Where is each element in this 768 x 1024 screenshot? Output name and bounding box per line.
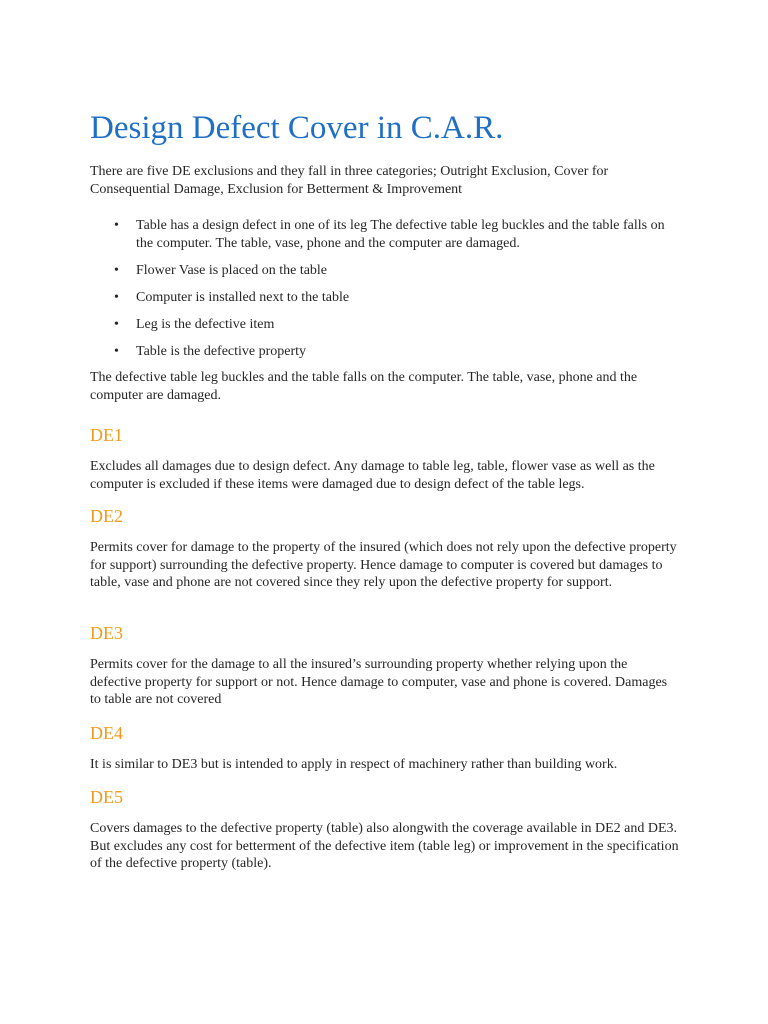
list-item — [90, 262, 680, 280]
section-de2 — [90, 505, 680, 592]
bullet-icon: • — [114, 343, 119, 359]
list-item-text: Table has a design defect in one of its leg The defective table leg buckles and the table falls on the computer. The table, vase, phone and the computer are damaged. — [136, 218, 665, 251]
summary-block — [90, 369, 680, 404]
section-body: It is similar to DE3 but is intended to apply in respect of machinery rather than building work. — [90, 757, 618, 772]
bullet-icon: • — [114, 218, 119, 233]
list-item-text: Computer is installed next to the table — [136, 289, 350, 305]
section-heading: DE1 — [90, 425, 123, 445]
section-body: Excludes all damages due to design defect. Any damage to table leg, table, flower vase as well as the computer is excluded if these items were damaged due to design defect of the table legs. — [90, 459, 655, 492]
section-heading: DE2 — [90, 506, 123, 526]
section-body: Covers damages to the defective property (table) also alongwith the coverage available in DE2 and DE3. But excludes any cost for betterment of the defective item (table leg) or improvement in the specification of the defective property (table). — [90, 821, 679, 871]
list-item — [90, 316, 680, 334]
list-item-text: Flower Vase is placed on the table — [136, 262, 328, 278]
list-item-text: Table is the defective property — [136, 343, 307, 359]
intro-paragraph: There are five DE exclusions and they fall in three categories; Outright Exclusion, Cover for Consequential Damage, Exclusion for Betterment & Improvement — [90, 164, 609, 197]
section-de4 — [90, 722, 680, 774]
section-heading: DE5 — [90, 787, 123, 807]
list-item — [90, 343, 680, 361]
section-heading: DE3 — [90, 623, 123, 643]
summary-paragraph: The defective table leg buckles and the table falls on the computer. The table, vase, phone and the computer are damaged. — [90, 370, 638, 403]
page-title: Design Defect Cover in C.A.R. — [90, 110, 504, 146]
list-item-text: Leg is the defective item — [136, 316, 275, 332]
section-body: Permits cover for damage to the property of the insured (which does not rely upon the defective property for support) surrounding the defective property. Hence damage to computer is covered but damages to table, vase and phone are not covered since they rely upon the defective property for support. — [90, 540, 677, 590]
section-de1 — [90, 424, 680, 493]
bullet-icon: • — [114, 289, 119, 305]
bullet-icon: • — [114, 316, 119, 332]
bullet-icon: • — [114, 262, 119, 278]
section-heading: DE4 — [90, 723, 123, 743]
list-item — [90, 289, 680, 307]
bullet-list — [90, 217, 680, 370]
list-item — [90, 217, 680, 252]
section-de5 — [90, 786, 680, 873]
section-body: Permits cover for the damage to all the insured’s surrounding property whether relying upon the defective property for support or not. Hence damage to computer, vase and phone is covered. Damages to table are not covered — [90, 657, 668, 707]
section-de3 — [90, 622, 680, 709]
